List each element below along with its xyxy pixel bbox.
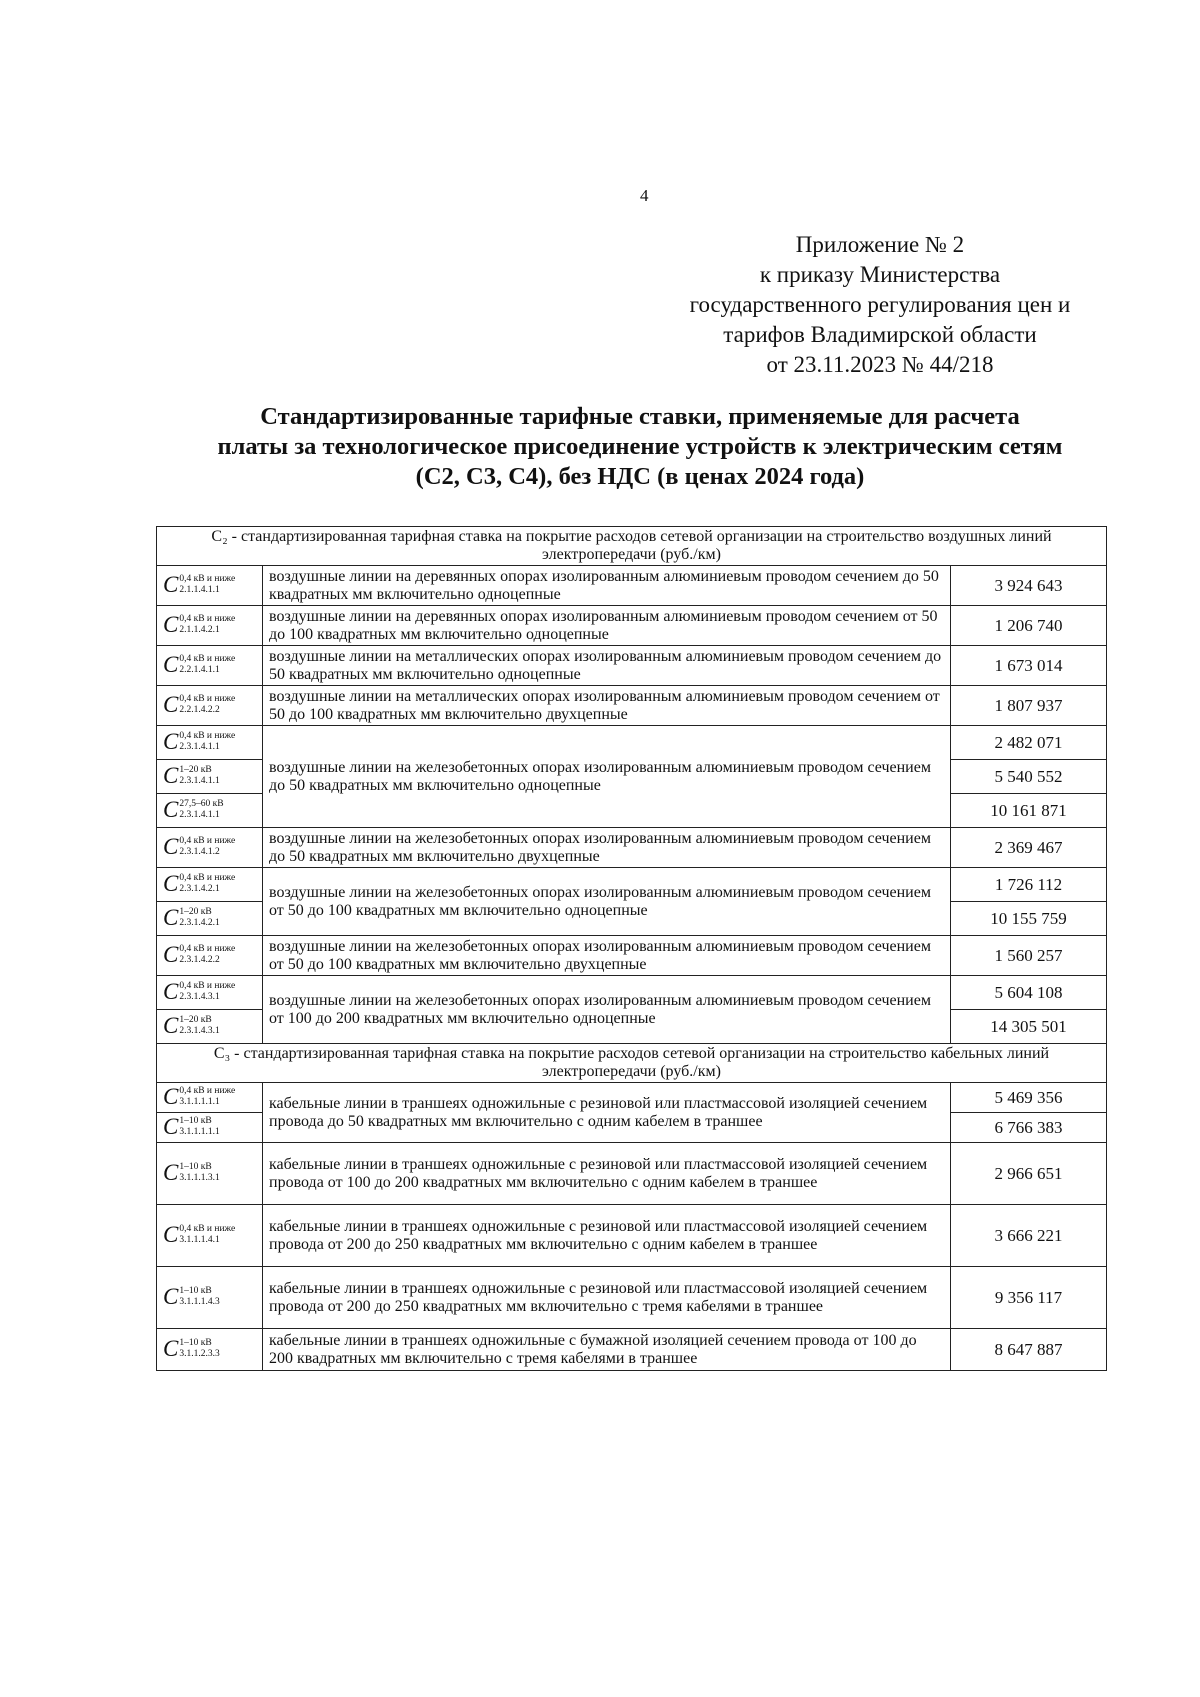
rate-description: кабельные линии в траншеях одножильные с резиновой или пластмассовой изоляцией сечением провода от 100 до 200 квадратных мм включительно с одним кабелем в траншее <box>263 1143 951 1205</box>
rate-row <box>157 686 1107 726</box>
page-number: 4 <box>640 186 649 205</box>
rate-symbol-indices <box>179 654 235 676</box>
voltage-level: 1–10 кВ <box>179 1162 212 1172</box>
rate-code-cell <box>157 902 263 936</box>
rate-symbol <box>163 981 235 1003</box>
rate-value: 3 924 643 <box>951 566 1107 606</box>
rate-code-cell <box>157 1143 263 1205</box>
rate-symbol-indices <box>179 1086 235 1108</box>
rate-index: 2.1.1.4.1.1 <box>179 585 220 595</box>
rate-symbol <box>163 1086 235 1108</box>
rate-symbol-indices <box>179 907 219 929</box>
voltage-level: 1–10 кВ <box>179 1116 212 1126</box>
rate-value: 9 356 117 <box>951 1267 1107 1329</box>
rate-description: кабельные линии в траншеях одножильные с резиновой или пластмассовой изоляцией сечением провода до 50 квадратных мм включительно с одним кабелем в траншее <box>263 1083 951 1143</box>
rate-value: 1 206 740 <box>951 606 1107 646</box>
voltage-level: 0,4 кВ и ниже <box>179 944 236 954</box>
rate-description: воздушные линии на деревянных опорах изолированным алюминиевым проводом сечением до 50 квадратных мм включительно одноцепные <box>263 566 951 606</box>
rate-code-cell <box>157 1267 263 1329</box>
rate-symbol <box>163 873 235 895</box>
rate-code-cell <box>157 1010 263 1044</box>
rate-symbol-letter: C <box>163 1336 179 1361</box>
rate-value: 10 161 871 <box>951 794 1107 828</box>
rate-symbol <box>163 907 220 929</box>
rate-symbol-letter: C <box>163 1222 179 1247</box>
rate-description: воздушные линии на железобетонных опорах изолированным алюминиевым проводом сечением до 50 квадратных мм включительно одноцепные <box>263 726 951 828</box>
rate-symbol-indices <box>179 873 235 895</box>
rate-symbol <box>163 694 235 716</box>
rate-index: 2.3.1.4.1.1 <box>179 742 220 752</box>
rate-code-cell <box>157 566 263 606</box>
rate-code-cell <box>157 760 263 794</box>
appendix-line: государственного регулирования цен и <box>689 292 1071 317</box>
rate-index: 2.3.1.4.3.1 <box>179 1026 220 1036</box>
rate-symbol <box>163 574 235 596</box>
rate-row <box>157 868 1107 902</box>
voltage-level: 0,4 кВ и ниже <box>179 694 236 704</box>
rate-code-cell <box>157 646 263 686</box>
rate-symbol-indices <box>179 799 223 821</box>
rate-code-cell <box>157 606 263 646</box>
rate-symbol-indices <box>179 1162 219 1184</box>
voltage-level: 1–20 кВ <box>179 907 212 917</box>
rate-row <box>157 976 1107 1010</box>
rate-symbol-letter: C <box>163 763 179 788</box>
voltage-level: 0,4 кВ и ниже <box>179 731 236 741</box>
rate-symbol-indices <box>179 981 235 1003</box>
rate-value: 5 604 108 <box>951 976 1107 1010</box>
rate-symbol-letter: C <box>163 1084 179 1109</box>
appendix-line: от 23.11.2023 № 44/218 <box>766 352 994 377</box>
title-line: (С2, С3, С4), без НДС (в ценах 2024 года) <box>415 463 865 490</box>
rate-index: 2.3.1.4.2.1 <box>179 918 220 928</box>
rate-code-cell <box>157 1113 263 1143</box>
rate-value: 14 305 501 <box>951 1010 1107 1044</box>
rate-symbol-indices <box>179 1015 219 1037</box>
rate-row <box>157 606 1107 646</box>
appendix-line: к приказу Министерства <box>759 262 1001 287</box>
rate-symbol-letter: C <box>163 1114 179 1139</box>
appendix-block <box>650 230 1110 380</box>
rate-symbol <box>163 1162 220 1184</box>
section-header-row <box>157 1044 1107 1083</box>
rate-symbol <box>163 765 220 787</box>
voltage-level: 27,5–60 кВ <box>179 799 224 809</box>
rate-index: 2.1.1.4.2.1 <box>179 625 220 635</box>
rate-symbol <box>163 836 235 858</box>
rate-symbol-letter: C <box>163 905 179 930</box>
rate-symbol-letter: C <box>163 1013 179 1038</box>
rate-symbol-letter: C <box>163 1284 179 1309</box>
rate-index: 2.3.1.4.1.1 <box>179 810 220 820</box>
rate-symbol-letter: C <box>163 692 179 717</box>
rate-symbol-indices <box>179 731 235 753</box>
rate-code-cell <box>157 1083 263 1113</box>
rate-description: воздушные линии на металлических опорах изолированным алюминиевым проводом сечением от 50 до 100 квадратных мм включительно двухцепные <box>263 686 951 726</box>
rate-description: воздушные линии на железобетонных опорах изолированным алюминиевым проводом сечением от 50 до 100 квадратных мм включительно двухцепные <box>263 936 951 976</box>
rate-symbol-indices <box>179 574 235 596</box>
rate-code-cell <box>157 1205 263 1267</box>
section-title: С₃ - стандартизированная тарифная ставка на покрытие расходов сетевой организации на строительство кабельных линий электропередачи (руб./км) <box>157 1044 1107 1083</box>
rate-code-cell <box>157 726 263 760</box>
rate-description: воздушные линии на железобетонных опорах изолированным алюминиевым проводом сечением от 100 до 200 квадратных мм включительно одноцепные <box>263 976 951 1044</box>
rate-row <box>157 1083 1107 1113</box>
rate-value: 6 766 383 <box>951 1113 1107 1143</box>
rate-symbol-indices <box>179 1286 219 1308</box>
voltage-level: 0,4 кВ и ниже <box>179 836 236 846</box>
voltage-level: 1–10 кВ <box>179 1286 212 1296</box>
rate-symbol-indices <box>179 1224 235 1246</box>
rate-value: 1 673 014 <box>951 646 1107 686</box>
section-header-row <box>157 527 1107 566</box>
appendix-line: Приложение № 2 <box>795 232 965 257</box>
rate-description: воздушные линии на металлических опорах изолированным алюминиевым проводом сечением до 50 квадратных мм включительно одноцепные <box>263 646 951 686</box>
tariff-rates-table <box>156 526 1107 1371</box>
rate-code-cell <box>157 868 263 902</box>
rate-value: 2 966 651 <box>951 1143 1107 1205</box>
appendix-line: тарифов Владимирской области <box>723 322 1037 347</box>
rate-code-cell <box>157 686 263 726</box>
rate-value: 3 666 221 <box>951 1205 1107 1267</box>
rate-row <box>157 1205 1107 1267</box>
voltage-level: 0,4 кВ и ниже <box>179 1224 236 1234</box>
rate-code-cell <box>157 794 263 828</box>
rate-symbol-letter: C <box>163 729 179 754</box>
rate-symbol <box>163 799 224 821</box>
rate-symbol-indices <box>179 765 219 787</box>
tariff-rates-body <box>157 527 1107 1371</box>
rate-row <box>157 1267 1107 1329</box>
rate-index: 2.2.1.4.2.2 <box>179 705 220 715</box>
rate-value: 5 540 552 <box>951 760 1107 794</box>
rate-symbol-indices <box>179 614 235 636</box>
rate-index: 2.3.1.4.3.1 <box>179 992 220 1002</box>
voltage-level: 0,4 кВ и ниже <box>179 1086 236 1096</box>
rate-row <box>157 646 1107 686</box>
rate-description: воздушные линии на железобетонных опорах изолированным алюминиевым проводом сечением до 50 квадратных мм включительно двухцепные <box>263 828 951 868</box>
section-title: С₂ - стандартизированная тарифная ставка на покрытие расходов сетевой организации на строительство воздушных линий электропередачи (руб./км) <box>157 527 1107 566</box>
rate-symbol-indices <box>179 1116 219 1138</box>
rate-value: 2 482 071 <box>951 726 1107 760</box>
rate-row <box>157 828 1107 868</box>
rate-symbol <box>163 614 235 636</box>
rate-index: 2.3.1.4.1.1 <box>179 776 220 786</box>
rate-symbol <box>163 654 235 676</box>
rate-symbol-letter: C <box>163 871 179 896</box>
rate-index: 3.1.1.1.1.1 <box>179 1127 220 1137</box>
voltage-level: 0,4 кВ и ниже <box>179 654 236 664</box>
rate-value: 1 726 112 <box>951 868 1107 902</box>
rate-description: воздушные линии на деревянных опорах изолированным алюминиевым проводом сечением от 50 до 100 квадратных мм включительно одноцепные <box>263 606 951 646</box>
rate-code-cell <box>157 828 263 868</box>
rate-symbol <box>163 1286 220 1308</box>
rate-row <box>157 1329 1107 1371</box>
rate-code-cell <box>157 1329 263 1371</box>
rate-row <box>157 936 1107 976</box>
rate-symbol-indices <box>179 694 235 716</box>
rate-value: 2 369 467 <box>951 828 1107 868</box>
rate-symbol-letter: C <box>163 572 179 597</box>
rate-index: 2.3.1.4.2.2 <box>179 955 220 965</box>
rate-index: 3.1.1.1.4.3 <box>179 1297 220 1307</box>
rate-description: кабельные линии в траншеях одножильные с резиновой или пластмассовой изоляцией сечением провода от 200 до 250 квадратных мм включительно с тремя кабелями в траншее <box>263 1267 951 1329</box>
voltage-level: 0,4 кВ и ниже <box>179 873 236 883</box>
voltage-level: 0,4 кВ и ниже <box>179 981 236 991</box>
rate-symbol-letter: C <box>163 1160 179 1185</box>
voltage-level: 1–20 кВ <box>179 765 212 775</box>
rate-value: 1 807 937 <box>951 686 1107 726</box>
rate-value: 1 560 257 <box>951 936 1107 976</box>
rate-symbol-letter: C <box>163 652 179 677</box>
rate-row <box>157 566 1107 606</box>
rate-symbol <box>163 731 235 753</box>
rate-index: 3.1.1.1.1.1 <box>179 1097 220 1107</box>
voltage-level: 1–20 кВ <box>179 1015 212 1025</box>
rate-symbol <box>163 944 235 966</box>
rate-value: 10 155 759 <box>951 902 1107 936</box>
rate-symbol-indices <box>179 836 235 858</box>
rate-description: воздушные линии на железобетонных опорах изолированным алюминиевым проводом сечением от 50 до 100 квадратных мм включительно одноцепные <box>263 868 951 936</box>
title-line: Стандартизированные тарифные ставки, применяемые для расчета <box>260 403 1020 430</box>
rate-symbol-letter: C <box>163 834 179 859</box>
rate-description: кабельные линии в траншеях одножильные с бумажной изоляцией сечением провода от 100 до 200 квадратных мм включительно с тремя кабелями в траншее <box>263 1329 951 1371</box>
document-title <box>160 402 1120 492</box>
rate-index: 2.3.1.4.1.2 <box>179 847 220 857</box>
rate-code-cell <box>157 936 263 976</box>
rate-symbol-letter: C <box>163 979 179 1004</box>
rate-index: 3.1.1.1.3.1 <box>179 1173 220 1183</box>
rate-symbol <box>163 1116 220 1138</box>
rate-symbol <box>163 1224 235 1246</box>
voltage-level: 1–10 кВ <box>179 1338 212 1348</box>
rate-symbol <box>163 1015 220 1037</box>
rate-row <box>157 726 1107 760</box>
rate-value: 8 647 887 <box>951 1329 1107 1371</box>
rate-description: кабельные линии в траншеях одножильные с резиновой или пластмассовой изоляцией сечением провода от 200 до 250 квадратных мм включительно с одним кабелем в траншее <box>263 1205 951 1267</box>
rate-symbol-indices <box>179 1338 219 1360</box>
rate-symbol-indices <box>179 944 235 966</box>
voltage-level: 0,4 кВ и ниже <box>179 614 236 624</box>
rate-symbol <box>163 1338 220 1360</box>
rate-symbol-letter: C <box>163 797 179 822</box>
rate-code-cell <box>157 976 263 1010</box>
rate-index: 3.1.1.1.4.1 <box>179 1235 220 1245</box>
title-line: платы за технологическое присоединение устройств к электрическим сетям <box>217 433 1063 460</box>
rate-symbol-letter: C <box>163 942 179 967</box>
rate-row <box>157 1143 1107 1205</box>
rate-value: 5 469 356 <box>951 1083 1107 1113</box>
rate-index: 3.1.1.2.3.3 <box>179 1349 220 1359</box>
voltage-level: 0,4 кВ и ниже <box>179 574 236 584</box>
rate-index: 2.3.1.4.2.1 <box>179 884 220 894</box>
rate-symbol-letter: C <box>163 612 179 637</box>
rate-index: 2.2.1.4.1.1 <box>179 665 220 675</box>
